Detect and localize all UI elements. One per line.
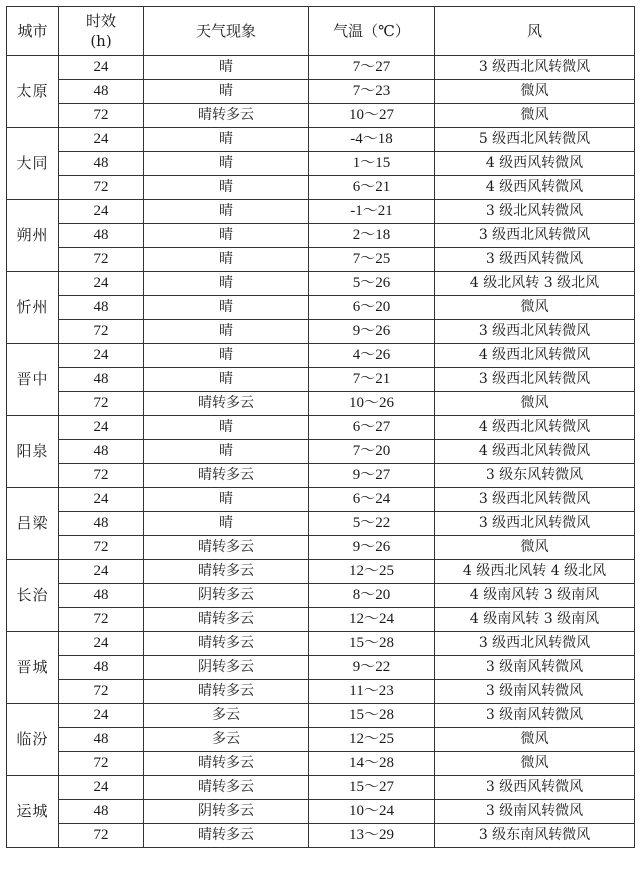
weather-phenomenon-cell: 晴 [144,320,309,344]
city-name-cell: 朔州 [7,200,59,272]
temperature-cell: 7～21 [309,368,435,392]
header-hours-line2: (h) [90,32,112,50]
weather-phenomenon-cell: 阴转多云 [144,800,309,824]
weather-phenomenon-cell: 晴转多云 [144,464,309,488]
temperature-cell: 12～24 [309,608,435,632]
temperature-cell: -1～21 [309,200,435,224]
wind-cell: 3 级东风转微风 [435,464,635,488]
hours-cell: 24 [59,776,144,800]
hours-cell: 72 [59,680,144,704]
weather-phenomenon-cell: 晴 [144,488,309,512]
temperature-cell: -4～18 [309,128,435,152]
table-row [7,776,635,800]
table-row [7,440,635,464]
temperature-cell: 10～27 [309,104,435,128]
hours-cell: 72 [59,320,144,344]
hours-cell: 24 [59,200,144,224]
wind-cell: 微风 [435,392,635,416]
weather-phenomenon-cell: 晴 [144,440,309,464]
table-row [7,656,635,680]
wind-cell: 3 级西北风转微风 [435,56,635,80]
header-hours [59,7,144,56]
weather-phenomenon-cell: 晴转多云 [144,536,309,560]
temperature-cell: 7～25 [309,248,435,272]
forecast-table [6,6,635,848]
weather-phenomenon-cell: 晴转多云 [144,392,309,416]
temperature-cell: 9～26 [309,536,435,560]
table-row [7,800,635,824]
hours-cell: 72 [59,104,144,128]
temperature-cell: 13～29 [309,824,435,848]
table-row [7,512,635,536]
weather-phenomenon-cell: 晴 [144,200,309,224]
weather-phenomenon-cell: 晴 [144,296,309,320]
wind-cell: 5 级西北风转微风 [435,128,635,152]
temperature-cell: 15～28 [309,704,435,728]
temperature-cell: 12～25 [309,560,435,584]
hours-cell: 48 [59,368,144,392]
weather-phenomenon-cell: 晴转多云 [144,608,309,632]
temperature-cell: 14～28 [309,752,435,776]
wind-cell: 3 级南风转微风 [435,656,635,680]
wind-cell: 3 级西北风转微风 [435,488,635,512]
table-row [7,728,635,752]
temperature-cell: 15～28 [309,632,435,656]
header-hours-line1: 时效 [85,12,116,30]
temperature-cell: 5～22 [309,512,435,536]
city-name-cell: 长治 [7,560,59,632]
hours-cell: 72 [59,176,144,200]
city-name-cell: 忻州 [7,272,59,344]
wind-cell: 微风 [435,728,635,752]
weather-phenomenon-cell: 晴 [144,152,309,176]
temperature-cell: 6～21 [309,176,435,200]
wind-cell: 4 级西北风转微风 [435,416,635,440]
table-row [7,536,635,560]
city-name-cell: 临汾 [7,704,59,776]
hours-cell: 48 [59,800,144,824]
temperature-cell: 10～24 [309,800,435,824]
wind-cell: 微风 [435,752,635,776]
header-wind: 风 [435,7,635,56]
hours-cell: 48 [59,296,144,320]
table-row [7,488,635,512]
temperature-cell: 4～26 [309,344,435,368]
wind-cell: 3 级南风转微风 [435,800,635,824]
table-row [7,56,635,80]
table-row [7,344,635,368]
weather-phenomenon-cell: 阴转多云 [144,584,309,608]
wind-cell: 4 级西风转微风 [435,176,635,200]
wind-cell: 3 级西北风转微风 [435,320,635,344]
table-row [7,680,635,704]
temperature-cell: 7～23 [309,80,435,104]
wind-cell: 4 级西北风转微风 [435,440,635,464]
temperature-cell: 6～27 [309,416,435,440]
hours-cell: 72 [59,464,144,488]
temperature-cell: 2～18 [309,224,435,248]
table-row [7,464,635,488]
hours-cell: 48 [59,80,144,104]
city-name-cell: 吕梁 [7,488,59,560]
temperature-cell: 7～27 [309,56,435,80]
table-row [7,752,635,776]
table-row [7,560,635,584]
weather-phenomenon-cell: 晴 [144,176,309,200]
wind-cell: 4 级西北风转 4 级北风 [435,560,635,584]
hours-cell: 48 [59,440,144,464]
temperature-cell: 8～20 [309,584,435,608]
header-temperature: 气温（℃） [309,7,435,56]
wind-cell: 3 级西北风转微风 [435,512,635,536]
weather-phenomenon-cell: 晴转多云 [144,632,309,656]
wind-cell: 3 级北风转微风 [435,200,635,224]
weather-phenomenon-cell: 晴 [144,368,309,392]
weather-phenomenon-cell: 晴转多云 [144,104,309,128]
temperature-cell: 10～26 [309,392,435,416]
hours-cell: 24 [59,344,144,368]
weather-phenomenon-cell: 多云 [144,704,309,728]
hours-cell: 72 [59,824,144,848]
weather-phenomenon-cell: 晴 [144,56,309,80]
weather-phenomenon-cell: 晴转多云 [144,680,309,704]
city-name-cell: 阳泉 [7,416,59,488]
table-row [7,824,635,848]
wind-cell: 3 级西风转微风 [435,776,635,800]
temperature-cell: 9～27 [309,464,435,488]
hours-cell: 72 [59,536,144,560]
city-name-cell: 运城 [7,776,59,848]
hours-cell: 48 [59,584,144,608]
city-name-cell: 大同 [7,128,59,200]
wind-cell: 3 级西北风转微风 [435,224,635,248]
hours-cell: 72 [59,392,144,416]
weather-phenomenon-cell: 晴 [144,416,309,440]
table-row [7,248,635,272]
wind-cell: 微风 [435,80,635,104]
table-row [7,200,635,224]
wind-cell: 3 级西风转微风 [435,248,635,272]
table-row [7,104,635,128]
city-name-cell: 晋中 [7,344,59,416]
wind-cell: 3 级南风转微风 [435,680,635,704]
table-row [7,272,635,296]
hours-cell: 72 [59,608,144,632]
weather-phenomenon-cell: 晴转多云 [144,560,309,584]
wind-cell: 4 级西风转微风 [435,152,635,176]
city-name-cell: 晋城 [7,632,59,704]
wind-cell: 微风 [435,296,635,320]
table-row [7,152,635,176]
hours-cell: 24 [59,632,144,656]
table-row [7,128,635,152]
weather-phenomenon-cell: 晴转多云 [144,776,309,800]
table-row [7,368,635,392]
hours-cell: 24 [59,560,144,584]
temperature-cell: 6～20 [309,296,435,320]
wind-cell: 4 级南风转 3 级南风 [435,584,635,608]
hours-cell: 48 [59,728,144,752]
weather-phenomenon-cell: 阴转多云 [144,656,309,680]
table-row [7,224,635,248]
temperature-cell: 15～27 [309,776,435,800]
hours-cell: 24 [59,128,144,152]
hours-cell: 48 [59,512,144,536]
wind-cell: 4 级南风转 3 级南风 [435,608,635,632]
weather-phenomenon-cell: 晴 [144,344,309,368]
table-row [7,584,635,608]
hours-cell: 48 [59,656,144,680]
wind-cell: 3 级西北风转微风 [435,368,635,392]
wind-cell: 微风 [435,104,635,128]
header-city: 城市 [7,7,59,56]
wind-cell: 3 级南风转微风 [435,704,635,728]
table-row [7,704,635,728]
temperature-cell: 9～26 [309,320,435,344]
table-header [7,7,635,56]
weather-phenomenon-cell: 晴 [144,272,309,296]
weather-phenomenon-cell: 晴 [144,224,309,248]
hours-cell: 24 [59,416,144,440]
hours-cell: 24 [59,488,144,512]
wind-cell: 3 级东南风转微风 [435,824,635,848]
header-row [7,7,635,56]
temperature-cell: 9～22 [309,656,435,680]
weather-phenomenon-cell: 晴 [144,80,309,104]
hours-cell: 72 [59,752,144,776]
table-row [7,296,635,320]
header-phenomenon: 天气现象 [144,7,309,56]
table-row [7,176,635,200]
wind-cell: 4 级北风转 3 级北风 [435,272,635,296]
table-body [7,56,635,848]
table-row [7,392,635,416]
hours-cell: 24 [59,272,144,296]
temperature-cell: 11～23 [309,680,435,704]
hours-cell: 48 [59,224,144,248]
weather-phenomenon-cell: 晴 [144,512,309,536]
wind-cell: 4 级西北风转微风 [435,344,635,368]
temperature-cell: 5～26 [309,272,435,296]
weather-phenomenon-cell: 晴转多云 [144,752,309,776]
weather-phenomenon-cell: 晴转多云 [144,824,309,848]
hours-cell: 24 [59,704,144,728]
wind-cell: 微风 [435,536,635,560]
temperature-cell: 1～15 [309,152,435,176]
table-row [7,608,635,632]
wind-cell: 3 级西北风转微风 [435,632,635,656]
weather-phenomenon-cell: 晴 [144,248,309,272]
hours-cell: 48 [59,152,144,176]
temperature-cell: 12～25 [309,728,435,752]
weather-phenomenon-cell: 多云 [144,728,309,752]
hours-cell: 24 [59,56,144,80]
hours-cell: 72 [59,248,144,272]
weather-phenomenon-cell: 晴 [144,128,309,152]
table-row [7,320,635,344]
table-row [7,632,635,656]
table-row [7,80,635,104]
temperature-cell: 6～24 [309,488,435,512]
temperature-cell: 7～20 [309,440,435,464]
table-row [7,416,635,440]
city-name-cell: 太原 [7,56,59,128]
